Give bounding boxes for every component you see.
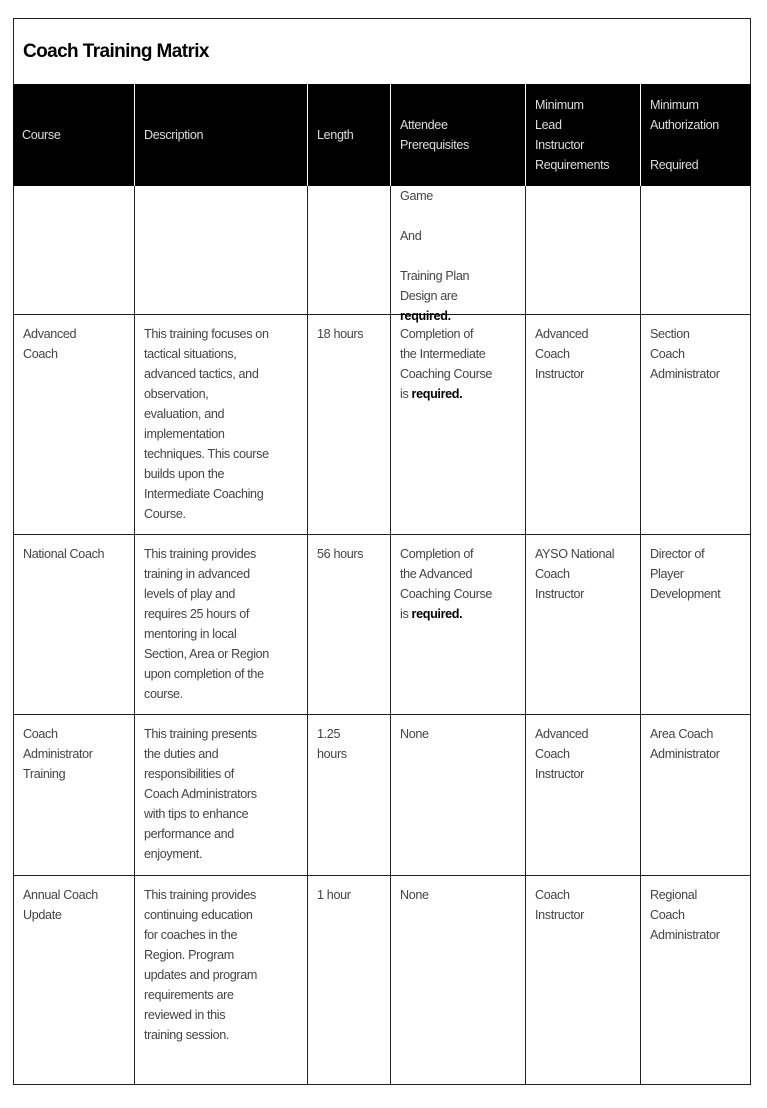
cell-description — [135, 535, 308, 715]
coach-training-matrix-table — [13, 18, 751, 1085]
cell-course — [13, 315, 135, 535]
table-title: Coach Training Matrix — [23, 41, 209, 62]
cell-text: National Coach — [23, 547, 105, 561]
cell-instructor-requirements — [526, 186, 641, 315]
cell-text: This training presents the duties and responsibilities of Coach Administrators with tips to enhance performance and enjoyment. — [144, 727, 257, 861]
cell-length — [308, 876, 391, 1085]
header-authorization-required-label: Minimum Authorization Required — [650, 98, 719, 172]
required-emphasis: required. — [411, 607, 463, 621]
cell-prerequisites — [391, 876, 526, 1085]
header-prerequisites — [391, 84, 526, 186]
cell-authorization-required — [641, 186, 751, 315]
cell-prerequisites — [391, 186, 526, 323]
cell-prerequisites — [391, 715, 526, 876]
cell-description — [135, 186, 308, 315]
cell-prerequisites — [391, 315, 526, 535]
cell-text: Completion of the Advanced Coaching Course is — [400, 547, 493, 621]
header-instructor-requirements — [526, 84, 641, 186]
cell-text: 18 hours — [317, 327, 364, 341]
cell-text: Advanced Coach Instructor — [535, 327, 589, 381]
cell-authorization-required — [641, 315, 751, 535]
cell-course — [13, 535, 135, 715]
cell-prerequisites — [391, 535, 526, 715]
cell-instructor-requirements — [526, 876, 641, 1085]
cell-text: Area Coach Administrator — [650, 727, 720, 761]
cell-text: Completion of the Intermediate Coaching Course is — [400, 327, 493, 401]
header-length-label: Length — [317, 128, 354, 142]
cell-authorization-required — [641, 715, 751, 876]
cell-text: None — [400, 888, 429, 902]
cell-text: This training focuses on tactical situations, advanced tactics, and observation, evaluation, and implementation techniques. This course builds upon the Intermediate Coaching Course. — [144, 327, 269, 521]
cell-course — [13, 876, 135, 1085]
cell-description — [135, 715, 308, 876]
cell-text: Advanced Coach — [23, 327, 77, 361]
cell-text: This training provides training in advanced levels of play and requires 25 hours of mentoring in local Section, Area or Region upon completion of the course. — [144, 547, 269, 701]
header-instructor-requirements-label: Minimum Lead Instructor Requirements — [535, 98, 610, 172]
header-course — [13, 84, 135, 186]
cell-text: 1 hour — [317, 888, 351, 902]
cell-instructor-requirements — [526, 715, 641, 876]
cell-text: None — [400, 727, 429, 741]
cell-length — [308, 715, 391, 876]
header-description-label: Description — [144, 128, 204, 142]
cell-instructor-requirements — [526, 535, 641, 715]
required-emphasis: required. — [400, 309, 451, 323]
cell-text: Advanced Coach Instructor — [535, 727, 589, 781]
cell-text: 1.25 hours — [317, 727, 347, 761]
cell-length — [308, 186, 391, 315]
cell-text: Game And Training Plan Design are — [400, 189, 470, 303]
title-row — [13, 18, 751, 84]
cell-text: Director of Player Development — [650, 547, 721, 601]
cell-instructor-requirements — [526, 315, 641, 535]
cell-description — [135, 315, 308, 535]
cell-description — [135, 876, 308, 1085]
cell-text: Regional Coach Administrator — [650, 888, 720, 942]
required-emphasis: required. — [411, 387, 463, 401]
cell-text: Annual Coach Update — [23, 888, 98, 922]
cell-text: 56 hours — [317, 547, 364, 561]
header-length — [308, 84, 391, 186]
cell-course — [13, 186, 135, 315]
cell-text: Section Coach Administrator — [650, 327, 720, 381]
header-course-label: Course — [22, 128, 61, 142]
header-description — [135, 84, 308, 186]
header-authorization-required — [641, 84, 751, 186]
cell-text: AYSO National Coach Instructor — [535, 547, 615, 601]
header-prerequisites-label: Attendee Prerequisites — [400, 118, 469, 152]
cell-course — [13, 715, 135, 876]
cell-authorization-required — [641, 876, 751, 1085]
cell-text: Coach Administrator Training — [23, 727, 93, 781]
cell-authorization-required — [641, 535, 751, 715]
cell-length — [308, 535, 391, 715]
cell-text: This training provides continuing education for coaches in the Region. Program updates and program requirements are reviewed in this training session. — [144, 888, 258, 1042]
cell-text: Coach Instructor — [535, 888, 584, 922]
cell-length — [308, 315, 391, 535]
